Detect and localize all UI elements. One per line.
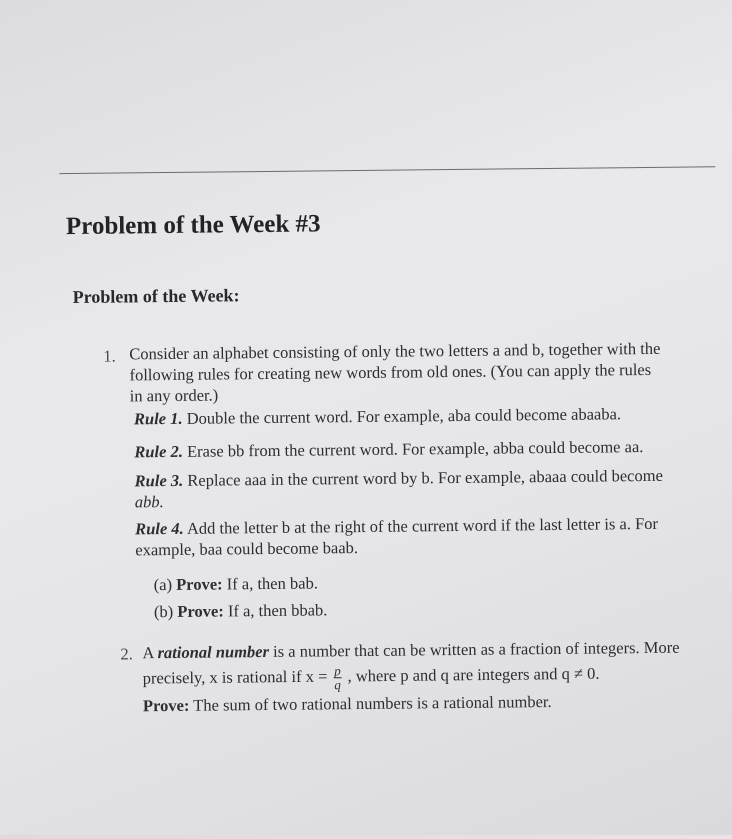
rule-1-label: Rule 1. bbox=[133, 408, 183, 429]
part-b bbox=[154, 599, 328, 622]
rule-4 bbox=[135, 512, 719, 560]
part-a-text: If a, then bab. bbox=[226, 573, 318, 594]
problem-1-statement bbox=[129, 337, 720, 406]
problem-1-number: 1. bbox=[103, 346, 116, 366]
problem-2-line-2 bbox=[143, 661, 721, 692]
problem-2-precisely: precisely, x is rational if x = bbox=[142, 666, 328, 688]
part-b-label: (b) bbox=[153, 601, 174, 622]
rule-4-label: Rule 4. bbox=[135, 518, 184, 539]
fraction-denominator: q bbox=[334, 677, 341, 693]
fraction-p-over-q bbox=[333, 663, 341, 693]
problem-1-line-1: Consider an alphabet consisting of only the two letters a and b, together with the bbox=[129, 338, 661, 364]
part-b-prove: Prove: bbox=[177, 601, 224, 621]
rule-1-text: Double the current word. For example, aba could become abaaba. bbox=[186, 404, 622, 428]
rule-3 bbox=[135, 464, 719, 512]
problem-2-prove bbox=[143, 689, 721, 716]
problem-1-line-2: following rules for creating new words from old ones. (You can apply the rules bbox=[129, 359, 652, 385]
part-b-text: If a, then bbab. bbox=[227, 600, 328, 621]
part-a-label: (a) bbox=[153, 574, 173, 595]
rule-3-text-line-2: abb. bbox=[134, 492, 164, 512]
problem-2-condition: , where p and q are integers and q ≠ 0. bbox=[347, 663, 600, 686]
rule-2-text: Erase bb from the current word. For example, abba could become aa. bbox=[186, 437, 644, 461]
rule-2 bbox=[134, 435, 718, 462]
problem-2-prove-text: The sum of two rational numbers is a rational number. bbox=[193, 692, 552, 715]
problem-2-definition: is a number that can be written as a fraction of integers. More bbox=[273, 637, 680, 661]
problem-2-number: 2. bbox=[120, 644, 133, 664]
header-divider bbox=[59, 166, 715, 174]
rational-number-term: rational number bbox=[157, 641, 270, 663]
part-a bbox=[154, 572, 318, 595]
page-title: Problem of the Week #3 bbox=[65, 210, 321, 241]
part-a-prove: Prove: bbox=[176, 574, 223, 594]
problem-1-line-3: in any order.) bbox=[129, 385, 219, 406]
rule-3-label: Rule 3. bbox=[134, 470, 184, 491]
rule-3-text-line-1: Replace aaa in the current word by b. For example, abaaa could become bbox=[187, 465, 663, 490]
fraction-numerator: p bbox=[334, 663, 341, 679]
problem-2-article: A bbox=[142, 643, 154, 663]
rule-4-text-line-2: example, baa could become baab. bbox=[135, 538, 359, 560]
rule-2-label: Rule 2. bbox=[134, 441, 184, 462]
problem-2-line-1 bbox=[142, 636, 720, 663]
problem-2-prove-label: Prove: bbox=[142, 695, 190, 716]
rule-1 bbox=[134, 402, 718, 429]
section-heading: Problem of the Week: bbox=[72, 285, 240, 308]
rule-4-text-line-1: Add the letter b at the right of the current word if the last letter is a. For bbox=[186, 513, 659, 538]
